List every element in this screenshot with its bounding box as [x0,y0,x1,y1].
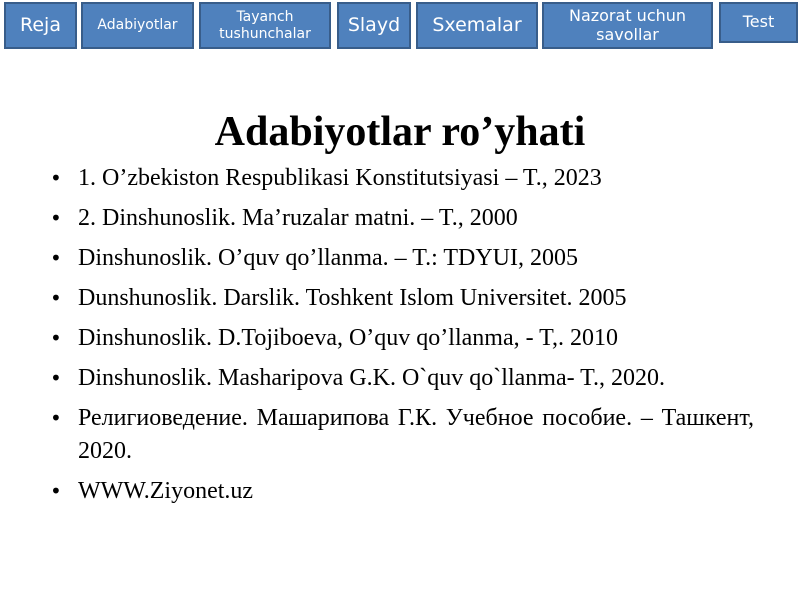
bibliography-item-text: WWW.Ziyonet.uz [78,478,254,504]
bibliography-item [50,162,754,195]
bibliography-item [50,322,754,355]
bullet-icon: • [50,366,62,390]
bullet-icon: • [50,406,62,430]
bibliography-item-text: Религиоведение. Машарипова Г.К. Учебное пособие. – Ташкент, 2020. [78,405,754,464]
bullet-icon: • [50,246,62,270]
bibliography-item [50,402,754,468]
nav-button-adabiyotlar[interactable]: Adabiyotlar [81,2,194,49]
bibliography-item [50,362,754,395]
bibliography-item-text: Dinshunoslik. D.Tojiboeva, O’quv qo’llanma, - T,. 2010 [78,325,619,351]
nav-button-test[interactable]: Test [719,2,798,43]
slide-title: Adabiyotlar ro’yhati [214,109,586,155]
nav-button-slayd[interactable]: Slayd [337,2,411,49]
bullet-icon: • [50,206,62,230]
bibliography-item [50,475,754,508]
bibliography-item [50,282,754,315]
bibliography-item-text: 2. Dinshunoslik. Ma’ruzalar matni. – T., 2000 [78,205,518,231]
bibliography-item-text: 1. O’zbekiston Respublikasi Konstitutsiyasi – T., 2023 [78,165,602,191]
nav-button-sxemalar[interactable]: Sxemalar [416,2,538,49]
bibliography-item-text: Dinshunoslik. O’quv qo’llanma. – T.: TDYUI, 2005 [78,245,578,271]
bullet-icon: • [50,166,62,190]
bibliography-item [50,242,754,275]
bibliography-item [50,202,754,235]
bullet-icon: • [50,286,62,310]
bullet-icon: • [50,479,62,503]
nav-button-tayanch-tushunchalar[interactable]: Tayanch tushunchalar [199,2,331,49]
bibliography-item-text: Dunshunoslik. Darslik. Toshkent Islom Universitet. 2005 [78,285,627,311]
bibliography-item-text: Dinshunoslik. Masharipova G.K. O`quv qo`llanma- T., 2020. [78,365,666,391]
nav-button-nazorat-uchun-savollar[interactable]: Nazorat uchun savollar [542,2,713,49]
nav-button-reja[interactable]: Reja [4,2,77,49]
bibliography-list [50,162,754,515]
bullet-icon: • [50,326,62,350]
